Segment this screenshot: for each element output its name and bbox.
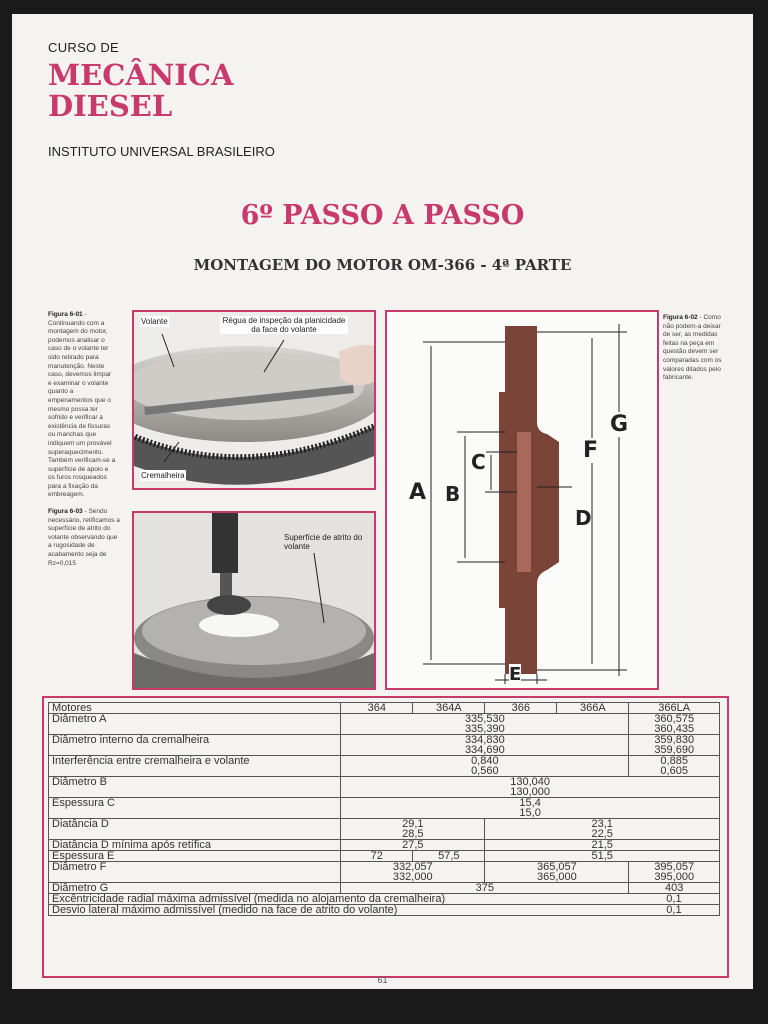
row-label: Diâmetro G (49, 883, 341, 894)
row-value: 0,1 (629, 894, 720, 905)
flywheel-section-drawing (387, 312, 657, 688)
table-row (49, 735, 720, 756)
value-lower: 332,000 (392, 871, 433, 883)
dim-f-label: F (583, 438, 599, 463)
spec-table (48, 702, 720, 916)
value-lower: 360,435 (654, 723, 695, 735)
section-title: 6º PASSO A PASSO (240, 200, 525, 231)
figure-1-label: Figura 6-01 (48, 311, 83, 318)
row-value-366la (629, 735, 720, 756)
row-value-366 (485, 862, 629, 883)
dim-c-label: C (471, 450, 486, 474)
table-row (49, 798, 720, 819)
row-value-364 (341, 819, 485, 840)
figure-2-label: Figura 6-02 (663, 314, 698, 321)
table-header-cell: Motores (49, 703, 341, 714)
row-value (341, 777, 720, 798)
dim-a-label: A (409, 480, 427, 505)
document-page (12, 14, 753, 989)
dim-g-label: G (610, 412, 629, 437)
row-label: Diâmetro F (49, 862, 341, 883)
value-lower: 28,5 (402, 828, 424, 840)
table-header-cell: 366LA (629, 703, 720, 714)
table-row (49, 862, 720, 883)
row-value-366la (629, 862, 720, 883)
value-lower: 15,0 (519, 807, 541, 819)
table-row (49, 851, 720, 862)
row-label: Diâmetro B (49, 777, 341, 798)
table-row (49, 883, 720, 894)
value-upper: 332,057 (392, 861, 433, 873)
label-regua: Régua de inspeção da planicidade da face do volante (220, 316, 348, 334)
row-label: Excêntricidade radial máxima admissível (medida no alojamento da cremalheira) (49, 894, 629, 905)
value-lower: 130,000 (510, 786, 551, 798)
table-header-cell: 364A (413, 703, 485, 714)
section-subtitle: MONTAGEM DO MOTOR OM-366 - 4ª PARTE (193, 256, 572, 274)
value-lower: 395,000 (654, 871, 695, 883)
row-label: Desvio lateral máximo admissível (medido na face de atrito do volante) (49, 905, 629, 916)
figure-1-text: - Continuando com a montagem do motor, podemos analisar o caso de o volante ter sido retirado para manutenção. Neste caso, devemos limpar e examinar o volante quanto a empenamentos que o mesmo possa ter sofrido e verificar a existência de fissuras ou manchas que indiquem um provável superaquecimento. Também verificam-se a superfície de apoio e os furos rosqueados para a fixação da embreagem. (48, 311, 116, 499)
value-upper: 0,840 (471, 755, 499, 767)
value-upper: 365,057 (536, 861, 577, 873)
institute-name: INSTITUTO UNIVERSAL BRASILEIRO (48, 144, 275, 159)
value-lower: 334,690 (464, 744, 505, 756)
table-row (49, 840, 720, 851)
table-row (49, 819, 720, 840)
label-volante: Volante (141, 317, 168, 326)
value-upper: 15,4 (519, 797, 541, 809)
flywheel-inspection-illustration (134, 312, 374, 488)
row-value (341, 714, 629, 735)
row-value (341, 735, 629, 756)
table-row (49, 714, 720, 735)
figure-2-text: - Como não podem-a deixar de ser, as medidas feitas na peça em questão devem ser comparadas com os valores ditados pelo fabricante. (663, 314, 722, 382)
row-value-366la (629, 756, 720, 777)
figure-3-photo (132, 511, 376, 690)
row-label: Diatância D (49, 819, 341, 840)
table-row (49, 777, 720, 798)
table-header-cell: 364 (341, 703, 413, 714)
row-value-364: 72 (341, 851, 413, 862)
row-label: Diâmetro A (49, 714, 341, 735)
value-upper: 360,575 (654, 713, 695, 725)
row-value-366: 51,5 (485, 851, 720, 862)
table-row (49, 894, 720, 905)
table-header-cell: 366 (485, 703, 557, 714)
row-value-364 (341, 862, 485, 883)
value-upper: 335,530 (464, 713, 505, 725)
row-label: Espessura E (49, 851, 341, 862)
row-label: Espessura C (49, 798, 341, 819)
row-value-366la: 403 (629, 883, 720, 894)
value-upper: 395,057 (654, 861, 695, 873)
title-line-1: MECÂNICA (48, 58, 234, 92)
figure-1-caption (48, 311, 116, 500)
figure-2-diagram (385, 310, 659, 690)
row-value-364: 27,5 (341, 840, 485, 851)
value-lower: 0,560 (471, 765, 499, 777)
value-upper: 29,1 (402, 818, 424, 830)
value-upper: 359,830 (654, 734, 695, 746)
figure-3-label: Figura 6-03 (48, 508, 83, 515)
figure-2-caption (663, 314, 729, 383)
table-row (49, 756, 720, 777)
table-header-cell: 366A (557, 703, 629, 714)
row-value-364a: 57,5 (413, 851, 485, 862)
table-header-row (49, 703, 720, 714)
course-title (48, 60, 233, 122)
value-lower: 335,390 (464, 723, 505, 735)
row-value (341, 756, 629, 777)
label-superficie: Superfície de atrito do volante (284, 533, 363, 551)
value-upper: 23,1 (591, 818, 613, 830)
title-line-2: DIESEL (48, 89, 173, 123)
value-upper: 0,885 (660, 755, 688, 767)
value-upper: 130,040 (510, 776, 551, 788)
row-value: 375 (341, 883, 629, 894)
figure-1-photo (132, 310, 376, 490)
value-lower: 365,000 (536, 871, 577, 883)
value-lower: 359,690 (654, 744, 695, 756)
table-row (49, 905, 720, 916)
row-value-366la (629, 714, 720, 735)
page-number: 61 (377, 975, 388, 985)
row-label: Diatância D mínima após retífica (49, 840, 341, 851)
row-value-366 (485, 819, 720, 840)
figure-3-text: - Sendo necessário, retificamos a superfície de atrito do volante observando que a rugosidade de acabamento seja de Rz=0,015 (48, 508, 120, 567)
dim-e-label: E (509, 664, 522, 685)
dim-b-label: B (445, 482, 461, 506)
row-value: 0,1 (629, 905, 720, 916)
label-cremalheira: Cremalheira (141, 471, 185, 480)
value-lower: 0,605 (660, 765, 688, 777)
value-lower: 22,5 (591, 828, 613, 840)
value-upper: 334,830 (464, 734, 505, 746)
row-value-366: 21,5 (485, 840, 720, 851)
row-label: Interferência entre cremalheira e volante (49, 756, 341, 777)
figure-3-caption (48, 508, 120, 568)
course-label: CURSO DE (48, 40, 120, 55)
row-label: Diâmetro interno da cremalheira (49, 735, 341, 756)
dim-d-label: D (575, 506, 592, 530)
row-value (341, 798, 720, 819)
